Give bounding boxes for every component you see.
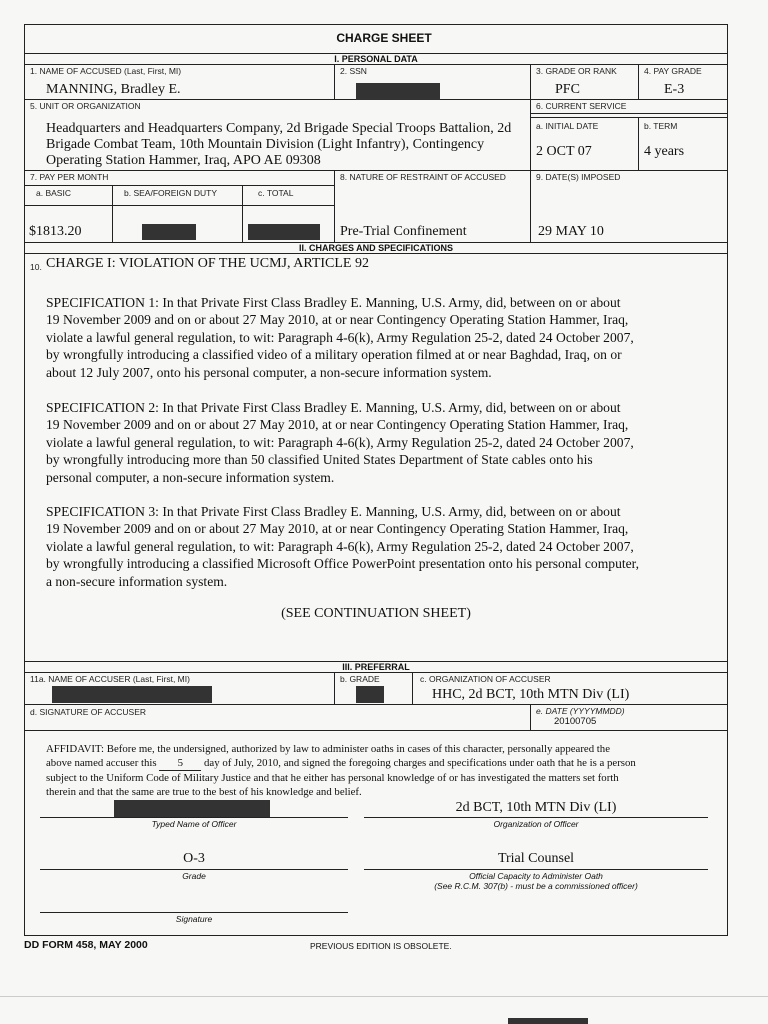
redacted-officer-name [114, 800, 270, 817]
date-imposed-value: 29 MAY 10 [538, 224, 604, 239]
charge-title: CHARGE I: VIOLATION OF THE UCMJ, ARTICLE 92 [46, 256, 369, 271]
divider [530, 704, 531, 730]
unit-line-1: Headquarters and Headquarters Company, 2d Brigade Special Troops Battalion, 2d [46, 121, 512, 136]
divider [242, 185, 243, 242]
grade-label: Grade [182, 871, 206, 881]
current-service-label: 6. CURRENT SERVICE [536, 101, 627, 111]
capacity-note: (See R.C.M. 307(b) - must be a commissioned officer) [434, 881, 638, 891]
officer-grade: O-3 [183, 851, 205, 866]
section-charges: II. CHARGES AND SPECIFICATIONS [298, 243, 453, 253]
divider [530, 113, 728, 114]
typed-name-line [40, 817, 348, 818]
specification-2: SPECIFICATION 2: In that Private First Class Bradley E. Manning, U.S. Army, did, between on or about 19 November 2009 and on or about 27 May 2010, at or near Contingency Operating Station Hammer, Iraq, violate a lawful general regulation, to wit: Paragraph 4-6(k), Army Regulation 25-2, dated 24 October 2007, by wrongfully introducing more than 50 classified United States Department of State cables onto his personal computer, a non-secure information system. [46, 400, 634, 485]
day-field: 5 [159, 756, 201, 771]
signature-line [40, 912, 348, 913]
term-label: b. TERM [644, 121, 678, 131]
signature-accuser-label: d. SIGNATURE OF ACCUSER [30, 707, 147, 717]
divider [24, 730, 728, 731]
divider [112, 185, 113, 242]
date-value: 20100705 [554, 716, 597, 727]
date-label: e. DATE (YYYYMMDD) [536, 706, 625, 716]
accuser-name-label: 11a. NAME OF ACCUSER (Last, First, MI) [30, 674, 190, 684]
redacted-next-page [508, 1018, 588, 1024]
divider [24, 170, 728, 171]
organization-line [364, 817, 708, 818]
divider [24, 185, 334, 186]
divider [334, 672, 335, 704]
accused-name: MANNING, Bradley E. [46, 82, 181, 97]
affidavit: AFFIDAVIT: Before me, the undersigned, authorized by law to administer oaths in cases of this character, personally appeared the above named accuser this 5 day of July, 2010, and signed the foregoing charges and specifications under oath that he is a person subject to the Uniform Code of Military Justice and that he either has personal knowledge of or has investigated the matters set forth therein and that the same are true to the best of his knowledge and belief. [46, 743, 636, 798]
sea-foreign-label: b. SEA/FOREIGN DUTY [124, 188, 218, 198]
basic-pay-value: $1813.20 [29, 224, 82, 239]
organization-label: Organization of Officer [493, 819, 579, 829]
unit-label: 5. UNIT OR ORGANIZATION [30, 101, 141, 111]
name-label: 1. NAME OF ACCUSED (Last, First, MI) [30, 66, 182, 76]
divider [24, 64, 728, 65]
divider [24, 205, 334, 206]
next-page-edge [0, 996, 768, 997]
divider [24, 672, 728, 673]
accuser-grade-label: b. GRADE [340, 674, 380, 684]
pay-grade-label: 4. PAY GRADE [644, 66, 702, 76]
divider [24, 704, 728, 705]
initial-date-label: a. INITIAL DATE [536, 121, 599, 131]
signature-label: Signature [175, 914, 213, 924]
form-title: CHARGE SHEET [336, 31, 432, 45]
term-value: 4 years [644, 144, 685, 159]
pay-grade-value: E-3 [664, 82, 685, 97]
capacity-line [364, 869, 708, 870]
initial-date-value: 2 OCT 07 [536, 144, 592, 159]
grade-line [40, 869, 348, 870]
section-preferral: III. PREFERRAL [342, 662, 410, 672]
restraint-value: Pre-Trial Confinement [340, 224, 467, 239]
pay-per-month-label: 7. PAY PER MONTH [30, 172, 109, 182]
form-number: DD FORM 458, MAY 2000 [24, 939, 148, 951]
charge-number: 10. [30, 262, 42, 272]
dates-imposed-label: 9. DATE(S) IMPOSED [536, 172, 621, 182]
divider [530, 64, 531, 242]
divider [412, 672, 413, 704]
ssn-label: 2. SSN [340, 66, 367, 76]
accuser-org-value: HHC, 2d BCT, 10th MTN Div (LI) [432, 687, 630, 702]
grade-rank-label: 3. GRADE OR RANK [536, 66, 617, 76]
unit-line-3: Operating Station Hammer, Iraq, APO AE 09308 [46, 153, 321, 168]
divider [334, 170, 335, 242]
section-personal-data: I. PERSONAL DATA [334, 54, 418, 64]
capacity-label: Official Capacity to Administer Oath [469, 871, 603, 881]
divider [530, 117, 728, 118]
unit-line-2: Brigade Combat Team, 10th Mountain Division (Light Infantry), Contingency [46, 137, 485, 152]
obsolete-note: PREVIOUS EDITION IS OBSOLETE. [310, 941, 452, 951]
divider [24, 253, 728, 254]
specification-1: SPECIFICATION 1: In that Private First Class Bradley E. Manning, U.S. Army, did, between on or about 19 November 2009 and on or about 27 May 2010, at or near Contingency Operating Station Hammer, Iraq, violate a lawful general regulation, to wit: Paragraph 4-6(k), Army Regulation 25-2, dated 24 October 2007, by wrongfully introducing a classified video of a military operation filmed at or near Baghdad, Iraq, on or about 12 July 2007, onto his personal computer, a non-secure information system. [46, 295, 634, 380]
typed-name-label: Typed Name of Officer [151, 819, 237, 829]
accuser-org-label: c. ORGANIZATION OF ACCUSER [420, 674, 551, 684]
redacted-accuser-name [52, 686, 212, 703]
redacted-sea-duty [142, 224, 196, 240]
continuation-note: (SEE CONTINUATION SHEET) [281, 606, 471, 621]
redacted-total [248, 224, 320, 240]
specification-3: SPECIFICATION 3: In that Private First Class Bradley E. Manning, U.S. Army, did, between on or about 19 November 2009 and on or about 27 May 2010, at or near Contingency Operating Station Hammer, Iraq, violate a lawful general regulation, to wit: Paragraph 4-6(k), Army Regulation 25-2, dated 24 October 2007, by wrongfully introducing a classified Microsoft Office PowerPoint presentation onto his personal computer, a non-secure information system. [46, 504, 640, 589]
officer-organization: 2d BCT, 10th MTN Div (LI) [455, 800, 617, 815]
divider [638, 64, 639, 99]
redacted-accuser-grade [356, 686, 384, 703]
divider [638, 117, 639, 170]
officer-capacity: Trial Counsel [497, 851, 575, 866]
divider [334, 64, 335, 99]
basic-label: a. BASIC [36, 188, 71, 198]
restraint-label: 8. NATURE OF RESTRAINT OF ACCUSED [340, 172, 506, 182]
total-label: c. TOTAL [258, 188, 294, 198]
grade-rank-value: PFC [555, 82, 580, 97]
redacted-ssn [356, 83, 440, 100]
